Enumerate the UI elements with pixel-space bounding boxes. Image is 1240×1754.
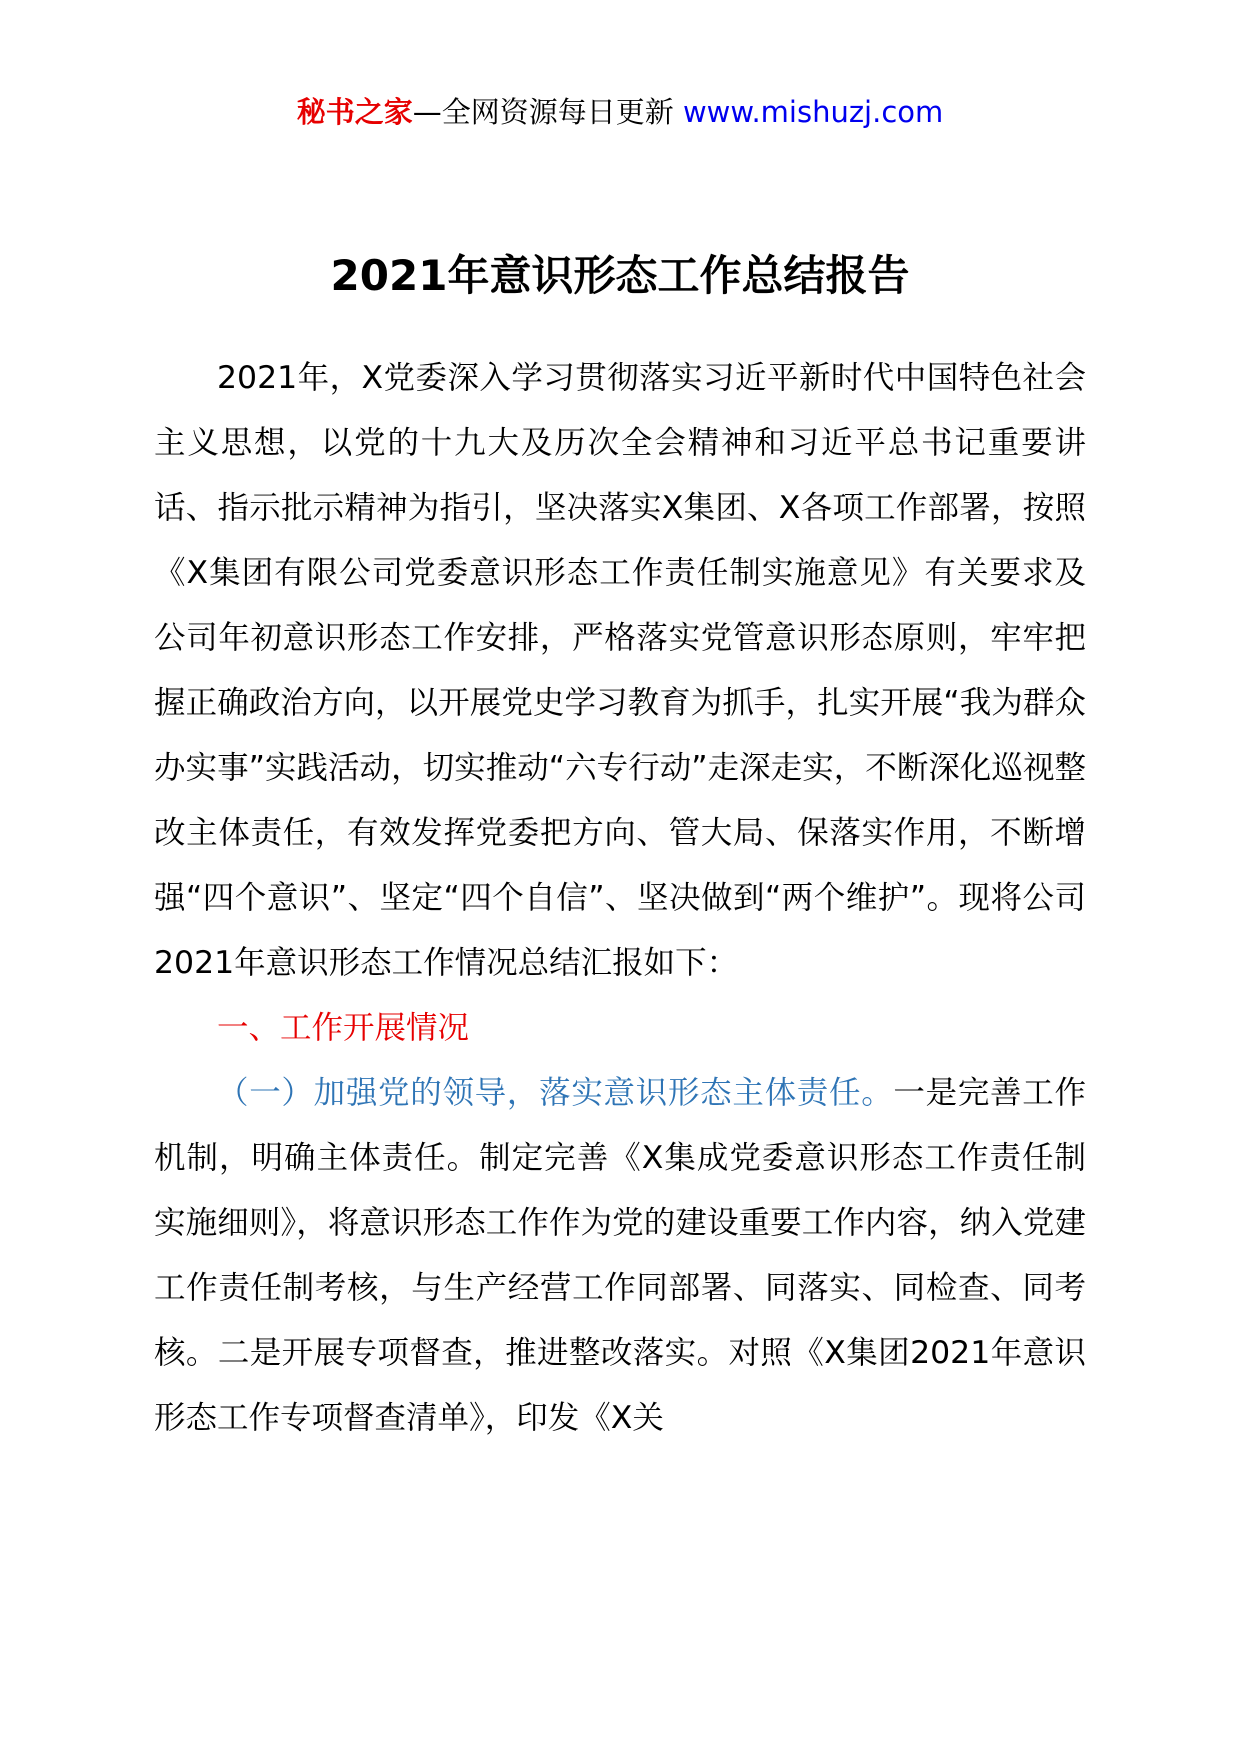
brand-name: 秘书之家 — [296, 95, 413, 129]
subsection-heading: （一）加强党的领导，落实意识形态主体责任。 — [217, 1075, 894, 1111]
document-body — [154, 346, 1086, 1451]
document-title: 2021年意识形态工作总结报告 — [330, 251, 910, 300]
site-banner — [0, 92, 1240, 132]
site-url-link[interactable]: www.mishuzj.com — [682, 95, 944, 129]
banner-tagline: —全网资源每日更新 — [412, 95, 683, 129]
intro-paragraph: 2021年，X党委深入学习贯彻落实习近平新时代中国特色社会主义思想，以党的十九大及历次全会精神和习近平总书记重要讲话、指示批示精神为指引，坚决落实X集团、X各项工作部署，按照《X集团有限公司党委意识形态工作责任制实施意见》有关要求及公司年初意识形态工作安排，严格落实党管意识形态原则，牢牢把握正确政治方向，以开展党史学习教育为抓手，扎实开展“我为群众办实事”实践活动，切实推动“六专行动”走深走实，不断深化巡视整改主体责任，有效发挥党委把方向、管大局、保落实作用，不断增强“四个意识”、坚定“四个自信”、坚决做到“两个维护”。现将公司2021年意识形态工作情况总结汇报如下： — [154, 360, 1086, 981]
subsection-text: 一是完善工作机制，明确主体责任。制定完善《X集成党委意识形态工作责任制实施细则》，将意识形态工作作为党的建设重要工作内容，纳入党建工作责任制考核，与生产经营工作同部署、同落实、同检查、同考核。二是开展专项督查，推进整改落实。对照《X集团2021年意识形态工作专项督查清单》，印发《X关 — [154, 1075, 1086, 1436]
subsection-paragraph — [154, 1061, 1086, 1451]
section-heading: 一、工作开展情况 — [217, 1010, 470, 1046]
